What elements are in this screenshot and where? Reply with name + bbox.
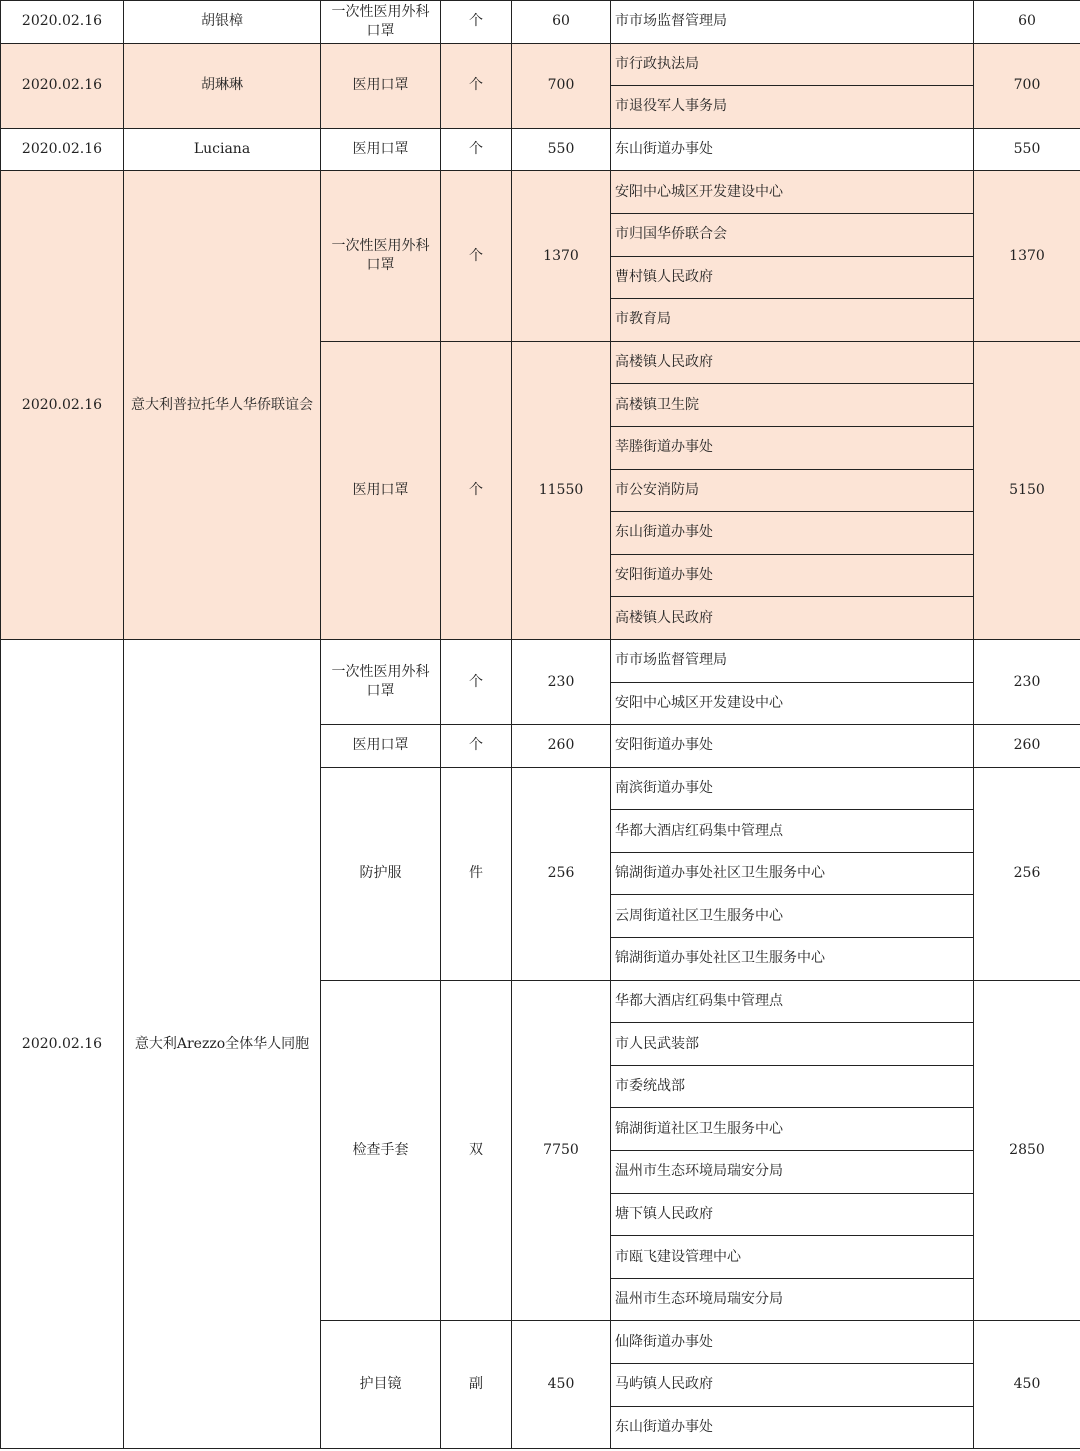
recipient-cell: 莘塍街道办事处 xyxy=(611,426,974,469)
unit-cell: 个 xyxy=(441,1,512,44)
item-cell: 防护服 xyxy=(321,767,441,980)
distributed-count-cell: 60 xyxy=(974,1,1080,44)
unit-cell: 个 xyxy=(441,128,512,171)
quantity-cell: 256 xyxy=(512,767,611,980)
quantity-cell: 700 xyxy=(512,43,611,128)
recipient-cell: 市瓯飞建设管理中心 xyxy=(611,1236,974,1279)
recipient-cell: 温州市生态环境局瑞安分局 xyxy=(611,1278,974,1321)
unit-cell: 双 xyxy=(441,980,512,1321)
distributed-count-cell: 260 xyxy=(974,725,1080,768)
item-cell: 一次性医用外科口罩 xyxy=(321,171,441,341)
recipient-cell: 马屿镇人民政府 xyxy=(611,1364,974,1407)
item-cell: 医用口罩 xyxy=(321,43,441,128)
distributed-count-cell: 5150 xyxy=(974,341,1080,639)
recipient-cell: 曹村镇人民政府 xyxy=(611,256,974,299)
recipient-cell: 市公安消防局 xyxy=(611,469,974,512)
unit-cell: 个 xyxy=(441,725,512,768)
distributed-count-cell: 550 xyxy=(974,128,1080,171)
distributed-count-cell: 256 xyxy=(974,767,1080,980)
quantity-cell: 550 xyxy=(512,128,611,171)
donor-cell: 胡琳琳 xyxy=(124,43,321,128)
date-cell: 2020.02.16 xyxy=(1,43,124,128)
distributed-count-cell: 700 xyxy=(974,43,1080,128)
table-row xyxy=(1,639,1080,682)
distributed-count-cell: 450 xyxy=(974,1321,1080,1449)
quantity-cell: 7750 xyxy=(512,980,611,1321)
date-cell: 2020.02.16 xyxy=(1,171,124,640)
table-row xyxy=(1,128,1080,171)
recipient-cell: 锦湖街道办事处社区卫生服务中心 xyxy=(611,852,974,895)
recipient-cell: 安阳中心城区开发建设中心 xyxy=(611,171,974,214)
quantity-cell: 11550 xyxy=(512,341,611,639)
recipient-cell: 市市场监督管理局 xyxy=(611,639,974,682)
date-cell: 2020.02.16 xyxy=(1,128,124,171)
recipient-cell: 安阳街道办事处 xyxy=(611,725,974,768)
recipient-cell: 市教育局 xyxy=(611,299,974,342)
recipient-cell: 东山街道办事处 xyxy=(611,512,974,555)
recipient-cell: 高楼镇人民政府 xyxy=(611,597,974,640)
recipient-cell: 东山街道办事处 xyxy=(611,128,974,171)
item-cell: 一次性医用外科口罩 xyxy=(321,639,441,724)
recipient-cell: 高楼镇人民政府 xyxy=(611,341,974,384)
date-cell: 2020.02.16 xyxy=(1,1,124,44)
distributed-count-cell: 2850 xyxy=(974,980,1080,1321)
item-cell: 一次性医用外科口罩 xyxy=(321,1,441,44)
item-cell: 检查手套 xyxy=(321,980,441,1321)
recipient-cell: 塘下镇人民政府 xyxy=(611,1193,974,1236)
quantity-cell: 60 xyxy=(512,1,611,44)
table-row xyxy=(1,171,1080,214)
quantity-cell: 260 xyxy=(512,725,611,768)
recipient-cell: 安阳中心城区开发建设中心 xyxy=(611,682,974,725)
unit-cell: 副 xyxy=(441,1321,512,1449)
recipient-cell: 温州市生态环境局瑞安分局 xyxy=(611,1151,974,1194)
recipient-cell: 锦湖街道社区卫生服务中心 xyxy=(611,1108,974,1151)
donor-cell: 胡银樟 xyxy=(124,1,321,44)
recipient-cell: 南滨街道办事处 xyxy=(611,767,974,810)
recipient-cell: 仙降街道办事处 xyxy=(611,1321,974,1364)
recipient-cell: 市归国华侨联合会 xyxy=(611,213,974,256)
unit-cell: 个 xyxy=(441,43,512,128)
item-cell: 医用口罩 xyxy=(321,128,441,171)
recipient-cell: 市人民武装部 xyxy=(611,1023,974,1066)
quantity-cell: 1370 xyxy=(512,171,611,341)
donor-cell: 意大利Arezzo全体华人同胞 xyxy=(124,639,321,1448)
recipient-cell: 市委统战部 xyxy=(611,1065,974,1108)
unit-cell: 件 xyxy=(441,767,512,980)
table-row xyxy=(1,43,1080,86)
donor-cell: 意大利普拉托华人华侨联谊会 xyxy=(124,171,321,640)
unit-cell: 个 xyxy=(441,341,512,639)
donor-cell: Luciana xyxy=(124,128,321,171)
donation-table-body xyxy=(1,1,1080,1449)
recipient-cell: 高楼镇卫生院 xyxy=(611,384,974,427)
quantity-cell: 450 xyxy=(512,1321,611,1449)
distributed-count-cell: 1370 xyxy=(974,171,1080,341)
item-cell: 护目镜 xyxy=(321,1321,441,1449)
item-cell: 医用口罩 xyxy=(321,725,441,768)
item-cell: 医用口罩 xyxy=(321,341,441,639)
recipient-cell: 锦湖街道办事处社区卫生服务中心 xyxy=(611,938,974,981)
recipient-cell: 安阳街道办事处 xyxy=(611,554,974,597)
recipient-cell: 东山街道办事处 xyxy=(611,1406,974,1449)
recipient-cell: 华都大酒店红码集中管理点 xyxy=(611,810,974,853)
recipient-cell: 华都大酒店红码集中管理点 xyxy=(611,980,974,1023)
unit-cell: 个 xyxy=(441,639,512,724)
recipient-cell: 云周街道社区卫生服务中心 xyxy=(611,895,974,938)
date-cell: 2020.02.16 xyxy=(1,639,124,1448)
recipient-cell: 市行政执法局 xyxy=(611,43,974,86)
table-row xyxy=(1,1,1080,44)
unit-cell: 个 xyxy=(441,171,512,341)
quantity-cell: 230 xyxy=(512,639,611,724)
distributed-count-cell: 230 xyxy=(974,639,1080,724)
recipient-cell: 市退役军人事务局 xyxy=(611,86,974,129)
recipient-cell: 市市场监督管理局 xyxy=(611,1,974,44)
